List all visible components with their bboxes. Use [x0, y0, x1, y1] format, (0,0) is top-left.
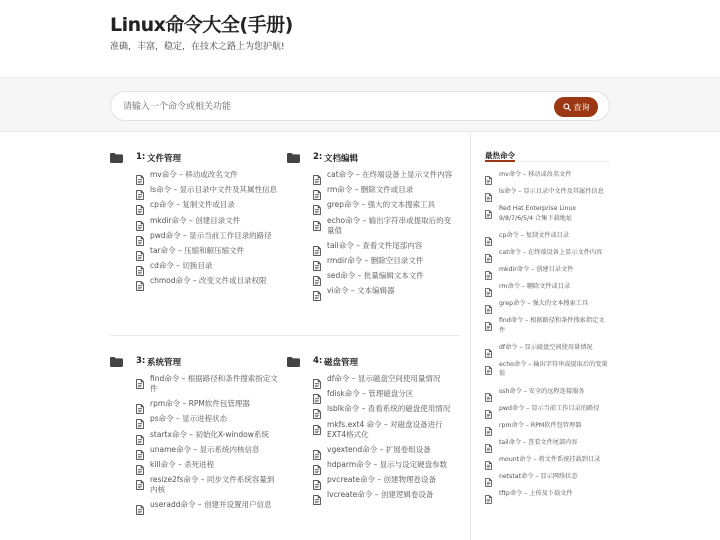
command-link[interactable]: mv命令 – 移动或改名文件	[150, 170, 238, 179]
command-link[interactable]: rpm命令 – RPM软件包管理器	[150, 399, 250, 409]
command-list-item[interactable]	[110, 216, 280, 226]
command-link[interactable]: cat命令 – 在终端设备上显示文件内容	[327, 170, 453, 179]
hot-command-item[interactable]	[485, 316, 610, 335]
hot-command-item[interactable]	[485, 343, 610, 353]
command-list-item[interactable]	[110, 200, 280, 210]
category-header	[110, 152, 280, 166]
command-list-item[interactable]	[110, 231, 280, 241]
hot-command-link[interactable]: rpm命令 – RPM软件包管理器	[499, 421, 582, 429]
command-list-item[interactable]	[287, 185, 457, 195]
hot-command-item[interactable]	[485, 265, 610, 275]
command-list-item[interactable]	[287, 241, 457, 251]
hot-command-link[interactable]: df命令 – 显示磁盘空间使用量情况	[499, 343, 593, 351]
hot-command-item[interactable]	[485, 299, 610, 309]
command-link[interactable]: chmod命令 – 改变文件或目录权限	[150, 276, 267, 286]
hot-command-item[interactable]	[485, 170, 610, 180]
search-band	[0, 77, 720, 132]
command-link[interactable]: ps命令 – 显示进程状态	[150, 414, 228, 424]
document-icon	[136, 276, 144, 295]
folder-icon	[110, 153, 123, 163]
command-link[interactable]: mkdir命令 – 创建目录文件	[150, 215, 241, 225]
command-link[interactable]: tar命令 – 压缩和解压缩文件	[150, 245, 245, 255]
command-list-item[interactable]	[110, 475, 280, 495]
command-list-item[interactable]	[110, 430, 280, 440]
command-list-item[interactable]	[287, 490, 457, 500]
command-list-item[interactable]	[287, 404, 457, 414]
search-button-label: 查询	[573, 102, 590, 112]
document-icon	[136, 500, 144, 519]
hot-command-item[interactable]	[485, 421, 610, 431]
folder-icon	[287, 153, 300, 163]
command-list-item[interactable]	[287, 256, 457, 266]
command-link[interactable]: df命令 – 显示磁盘空间使用量情况	[327, 374, 441, 383]
site-title[interactable]: Linux命令大全(手册)	[110, 14, 293, 36]
command-link[interactable]: pvcreate命令 – 创建物理卷设备	[327, 475, 437, 485]
hot-command-link[interactable]: cat命令 – 在终端设备上显示文件内容	[499, 248, 603, 256]
hot-command-item[interactable]	[485, 204, 610, 223]
command-link[interactable]: sed命令 – 批量编辑文本文件	[327, 271, 424, 281]
category-separator	[110, 335, 460, 336]
command-link[interactable]: startx命令 – 初始化X-window系统	[150, 429, 269, 439]
command-list-item[interactable]	[287, 271, 457, 281]
command-list-item[interactable]	[110, 246, 280, 256]
site-tagline: 准确，丰富，稳定，在技术之路上为您护航!	[110, 42, 285, 52]
hot-command-link[interactable]: tftp命令 – 上传及下载文件	[499, 490, 573, 498]
hot-command-item[interactable]	[485, 187, 610, 197]
category-header	[287, 356, 457, 370]
sidebar-title-accent	[485, 160, 515, 162]
document-icon	[136, 475, 144, 494]
command-link[interactable]: kill命令 – 杀死进程	[150, 459, 215, 469]
category-title[interactable]: 系统管理	[147, 358, 182, 368]
command-list-item[interactable]	[110, 170, 280, 180]
category-system-management	[110, 356, 280, 516]
hot-command-item[interactable]	[485, 472, 610, 482]
document-icon	[485, 204, 492, 223]
hot-command-item[interactable]	[485, 489, 610, 499]
command-link[interactable]: lvcreate命令 – 创建逻辑卷设备	[327, 490, 434, 500]
folder-icon	[287, 357, 300, 367]
search-box	[110, 91, 610, 121]
hot-command-link[interactable]: echo命令 – 输出字符串或提取后的变量值	[499, 360, 608, 378]
hot-commands-list	[485, 170, 610, 506]
command-link[interactable]: tail命令 – 查看文件尾部内容	[327, 240, 423, 250]
command-link[interactable]: grep命令 – 强大的文本搜索工具	[327, 200, 436, 210]
hot-command-link[interactable]: netstat命令 – 显示网络状态	[499, 473, 578, 480]
command-list-item[interactable]	[110, 261, 280, 271]
sidebar-title: 最热命令	[485, 151, 515, 160]
hot-command-link[interactable]: pwd命令 – 显示当前工作目录的路径	[499, 404, 600, 412]
command-link[interactable]: find命令 – 根据路径和条件搜索指定文件	[150, 374, 278, 393]
command-list-item[interactable]	[287, 286, 457, 296]
command-list-item[interactable]	[287, 170, 457, 180]
hot-command-link[interactable]: rm命令 – 删除文件或目录	[499, 283, 571, 291]
hot-command-link[interactable]: tail命令 – 查看文件尾部内容	[499, 438, 578, 446]
command-list-item[interactable]	[110, 374, 280, 394]
search-icon	[563, 103, 571, 111]
command-list-item[interactable]	[287, 216, 457, 236]
hot-command-item[interactable]	[485, 438, 610, 448]
content-divider	[470, 133, 471, 540]
command-link[interactable]: pwd命令 – 显示当前工作目录的路径	[150, 230, 272, 240]
command-link[interactable]: cd命令 – 切换目录	[150, 261, 213, 271]
hot-command-item[interactable]	[485, 360, 610, 379]
hot-command-link[interactable]: mv命令 – 移动或改名文件	[499, 171, 572, 178]
search-input[interactable]	[123, 99, 543, 115]
command-link[interactable]: resize2fs命令 – 同步文件系统容量到内核	[150, 475, 275, 495]
document-icon	[313, 216, 321, 235]
folder-icon	[110, 357, 123, 367]
document-icon	[485, 360, 492, 379]
command-list-item[interactable]	[110, 445, 280, 455]
command-list-item[interactable]	[287, 389, 457, 399]
category-number: 2:	[313, 152, 323, 162]
category-header	[110, 356, 280, 370]
hot-command-item[interactable]	[485, 282, 610, 292]
command-list-item[interactable]	[110, 399, 280, 409]
command-list	[110, 374, 280, 510]
command-list	[287, 374, 457, 500]
command-list-item[interactable]	[287, 374, 457, 384]
command-link[interactable]: mkfs.ext4 命令 – 对磁盘设备进行EXT4格式化	[327, 419, 443, 439]
hot-command-link[interactable]: mkdir命令 – 创建目录文件	[499, 265, 574, 273]
command-list-item[interactable]	[110, 185, 280, 195]
document-icon	[313, 420, 321, 439]
command-link[interactable]: cp命令 – 复制文件或目录	[150, 200, 235, 210]
command-list-item[interactable]	[287, 420, 457, 440]
hot-command-item[interactable]	[485, 455, 610, 465]
category-title[interactable]: 文件管理	[147, 154, 182, 164]
command-list-item[interactable]	[110, 500, 280, 510]
command-link[interactable]: vi命令 – 文本编辑器	[327, 286, 395, 296]
category-title[interactable]: 磁盘管理	[324, 358, 359, 368]
command-list-item[interactable]	[287, 200, 457, 210]
command-link[interactable]: useradd命令 – 创建并设置用户信息	[150, 500, 272, 510]
document-icon	[313, 286, 321, 305]
category-number: 1:	[136, 152, 146, 162]
command-list-item[interactable]	[110, 414, 280, 424]
search-button[interactable]	[554, 97, 598, 117]
command-link[interactable]: vgextend命令 – 扩展卷组设备	[327, 444, 431, 454]
category-header	[287, 152, 457, 166]
category-title[interactable]: 文档编辑	[324, 154, 359, 164]
hot-command-link[interactable]: mount命令 – 将文件系统挂载到目录	[499, 455, 601, 463]
category-file-management	[110, 152, 280, 292]
command-link[interactable]: lsblk命令 – 查看系统的磁盘使用情况	[327, 404, 451, 414]
hot-command-item[interactable]	[485, 404, 610, 414]
hot-command-item[interactable]	[485, 248, 610, 258]
command-link[interactable]: uname命令 – 显示系统内核信息	[150, 444, 260, 454]
command-list-item[interactable]	[287, 475, 457, 485]
category-number: 4:	[313, 356, 323, 366]
hot-command-link[interactable]: grep命令 – 强大的文本搜索工具	[499, 300, 589, 308]
hot-command-link[interactable]: ls命令 – 显示目录中文件及其属性信息	[499, 188, 604, 196]
document-icon	[485, 489, 492, 508]
hot-command-item[interactable]	[485, 231, 610, 241]
document-icon	[136, 374, 144, 393]
hot-command-link[interactable]: ssh命令 – 安全的远程连接服务	[499, 387, 585, 395]
document-icon	[313, 490, 321, 509]
document-icon	[485, 316, 492, 335]
hot-command-link[interactable]: find命令 – 根据路径和条件搜索指定文件	[499, 317, 605, 334]
command-link[interactable]: rm命令 – 删除文件或目录	[327, 185, 414, 195]
category-document-editing	[287, 152, 457, 302]
command-link[interactable]: ls命令 – 显示目录中文件及其属性信息	[150, 185, 278, 195]
hot-command-link[interactable]: cp命令 – 复制文件或目录	[499, 231, 570, 239]
command-list-item[interactable]	[287, 460, 457, 470]
command-list	[287, 170, 457, 296]
hot-command-item[interactable]	[485, 387, 610, 397]
command-link[interactable]: rmdir命令 – 删除空目录文件	[327, 255, 424, 265]
category-number: 3:	[136, 356, 146, 366]
category-disk-management	[287, 356, 457, 506]
command-link[interactable]: fdisk命令 – 管理磁盘分区	[327, 389, 414, 399]
command-list	[110, 170, 280, 286]
command-link[interactable]: hdparm命令 – 显示与设定硬盘参数	[327, 459, 448, 469]
command-list-item[interactable]	[110, 276, 280, 286]
hot-command-link[interactable]: Red Hat Enterprise Linux 9/8/7/6/5/4 合集下载地址	[499, 205, 577, 222]
command-link[interactable]: echo命令 – 输出字符串或提取后的变量值	[327, 215, 452, 235]
command-list-item[interactable]	[110, 460, 280, 470]
command-list-item[interactable]	[287, 445, 457, 455]
